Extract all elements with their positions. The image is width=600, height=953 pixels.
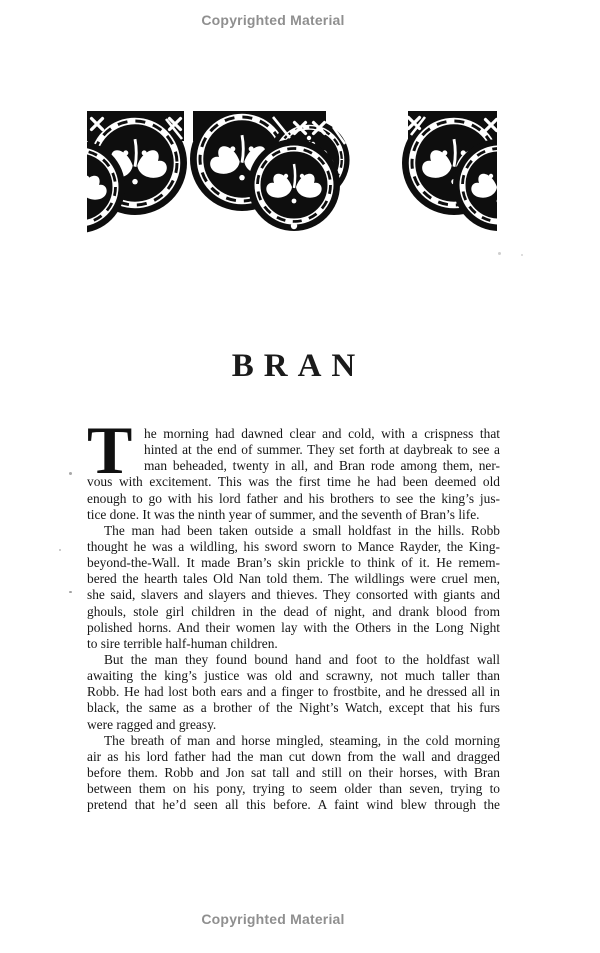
paragraph <box>87 652 500 733</box>
paragraph <box>87 412 500 523</box>
scan-speck <box>69 591 72 593</box>
text-line: The breath of man and horse mingled, steaming, in the cold morning <box>104 732 500 748</box>
copyright-bottom-label: Copyrighted Material <box>201 911 345 927</box>
text-line: she said, slavers and slayers and thieves. They consorted with giants and <box>87 587 500 603</box>
text-line: polished horns. And their women lay with the Others in the Long Night <box>87 619 500 635</box>
text-line: were ragged and greasy. <box>87 716 217 732</box>
text-line: pretend that he’d seen all this before. A faint wind blew through the <box>87 797 500 813</box>
scan-speck <box>69 472 72 475</box>
text-line: man beheaded, twenty in all, and Bran rode among them, ner- <box>144 458 500 474</box>
text-line: black, the same as a brother of the Night’s Watch, except that his furs <box>87 700 500 716</box>
body-text <box>87 412 500 813</box>
chapter-ornament <box>87 111 497 237</box>
text-line: bered the hearth tales Old Nan told them. The wildlings were cruel men, <box>87 571 500 587</box>
text-line: air as his lord father had the man cut down from the wall and dragged <box>87 748 500 764</box>
text-line: tice done. It was the ninth year of summer, and the seventh of Bran’s life. <box>87 506 480 522</box>
copyright-top-label: Copyrighted Material <box>201 12 345 28</box>
text-line: between them on his pony, trying to seem older than seven, trying to <box>87 781 500 797</box>
text-line: Robb. He had lost both ears and a finger to frostbite, and he dressed all in <box>87 684 500 700</box>
scan-speck <box>498 252 501 255</box>
text-line: ghouls, stole girl children in the dead of night, and drank blood from <box>87 603 500 619</box>
scan-speck <box>521 254 523 256</box>
text-line: he morning had dawned clear and cold, with a crispness that <box>144 426 500 441</box>
text-line: thought he was a wildling, his sword sworn to Mance Rayder, the King- <box>87 538 500 554</box>
drop-cap: T <box>87 412 133 488</box>
text-line: awaiting the king’s justice was old and scrawny, not much taller than <box>87 668 500 684</box>
text-line: hinted at the end of summer. They set forth at daybreak to see a <box>144 442 500 458</box>
text-line: beyond-the-Wall. It made Bran’s skin prickle to think of it. He remem- <box>87 555 500 571</box>
text-line: vous with excitement. This was the first time he had been deemed old <box>87 474 500 490</box>
foliate-scallop-border-icon <box>87 111 497 237</box>
chapter-title: BRAN <box>231 348 366 384</box>
scan-speck <box>59 549 61 551</box>
text-line: But the man they found bound hand and foot to the holdfast wall <box>104 651 500 667</box>
text-line: to sire terrible half-human children. <box>87 635 278 651</box>
paragraph <box>87 733 500 814</box>
text-line: enough to go with his lord father and his brothers to see the king’s jus- <box>87 490 500 506</box>
paragraph <box>87 523 500 652</box>
text-line: before them. Robb and Jon sat tall and still on their horses, with Bran <box>87 764 500 780</box>
text-line: The man had been taken outside a small holdfast in the hills. Robb <box>104 522 500 538</box>
